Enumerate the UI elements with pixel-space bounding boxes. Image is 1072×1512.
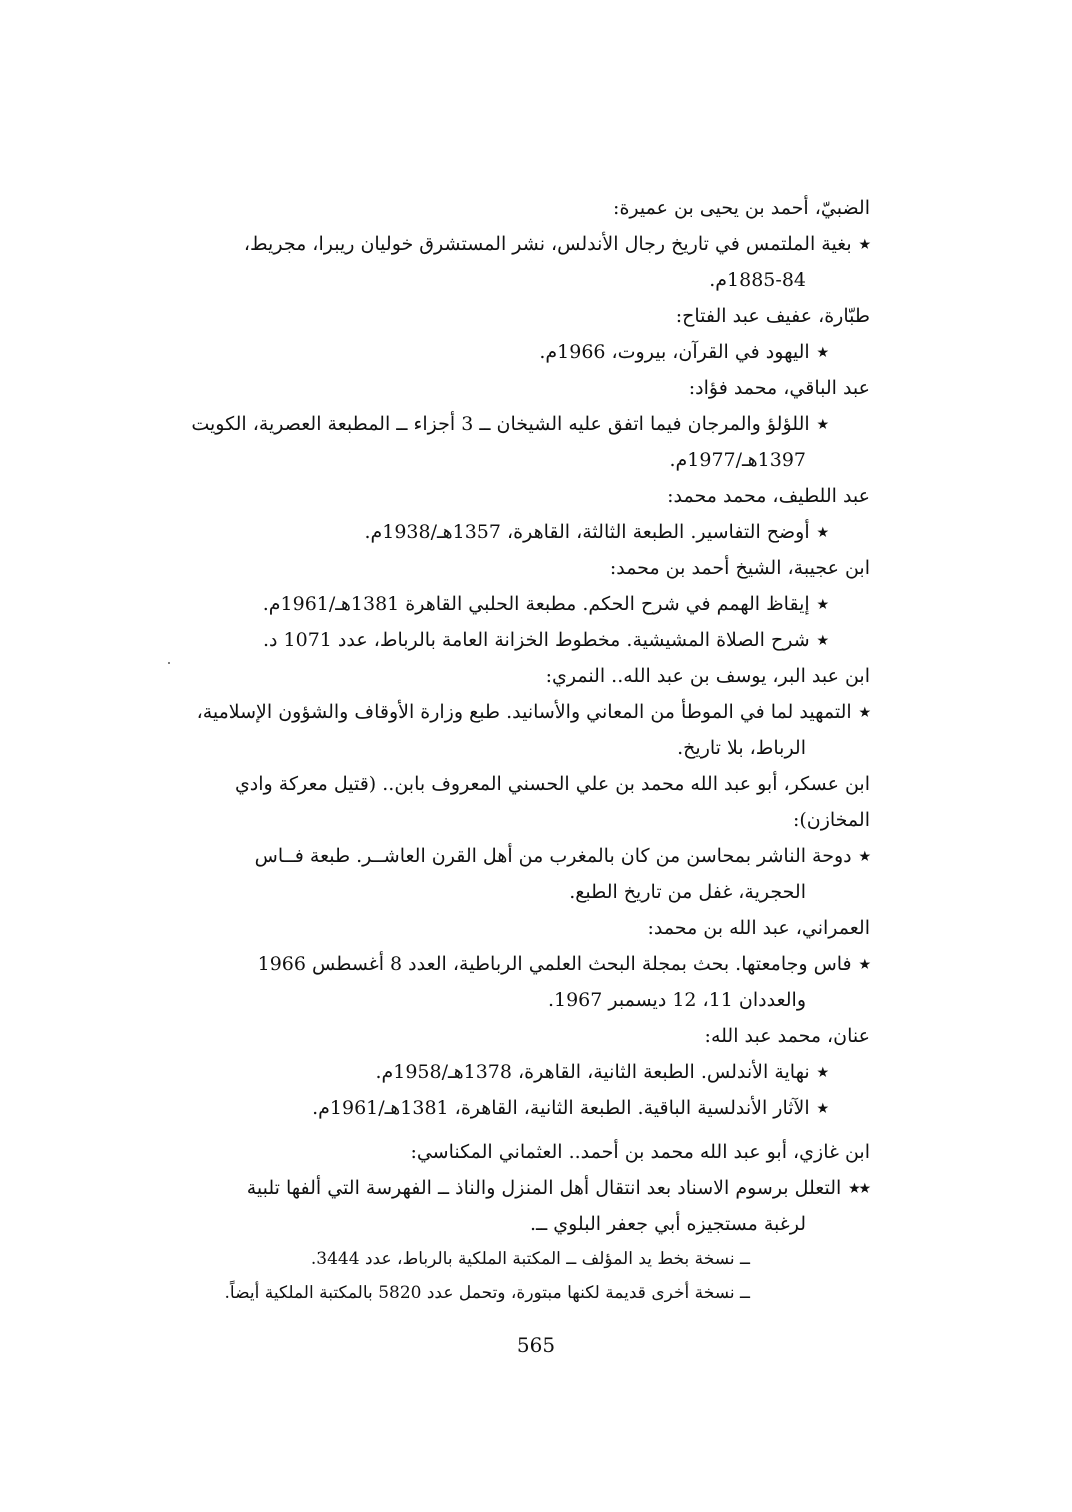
bullet-star-icon: ٭ [817, 1061, 828, 1083]
bibliography-item [165, 586, 828, 622]
item-continuation: لرغبة مستجيزه أبي جعفر البلوي ــ. [530, 1213, 806, 1235]
bullet-star-icon: ٭ [817, 593, 828, 615]
entry-author-heading: ابن عسكر، أبو عبد الله محمد بن علي الحسني المعروف بابن.. (قتيل معركة وادي المخازن): [234, 773, 870, 831]
item-text: نهاية الأندلس. الطبعة الثانية، القاهرة، 1378هـ/1958م. [375, 1061, 810, 1083]
item-continuation: 1885-84م. [709, 269, 806, 291]
entry-author-heading: ابن عجيبة، الشيخ أحمد بن محمد: [609, 557, 870, 579]
item-continuation: الحجرية، غفل من تاريخ الطبع. [569, 881, 806, 903]
entry-author-heading: العمراني، عبد الله بن محمد: [647, 917, 870, 939]
bullet-star-icon: ٭ [817, 1097, 828, 1119]
bibliography-item [165, 406, 828, 478]
entry-author-heading: ابن غازي، أبو عبد الله محمد بن أحمد.. العثماني المكناسي: [410, 1141, 870, 1163]
manuscript-note: ــ نسخة بخط يد المؤلف ــ المكتبة الملكية بالرباط، عدد 3444. [310, 1249, 750, 1269]
bibliography-item [165, 514, 828, 550]
item-continuation: والعددان 11، 12 ديسمبر 1967. [547, 989, 806, 1011]
bullet-star-icon: ٭ [817, 341, 828, 363]
bibliography-item [165, 1170, 870, 1242]
item-continuation: الرباط، بلا تاريخ. [677, 737, 806, 759]
item-text: شرح الصلاة المشيشية. مخطوط الخزانة العامة بالرباط، عدد 1071 د. [262, 629, 810, 651]
bibliography-item [165, 1090, 828, 1126]
bullet-star-icon: ٭ [817, 413, 828, 435]
page-number: 565 [516, 1333, 556, 1357]
item-continuation: 1397هـ/1977م. [669, 449, 806, 471]
bibliography-item [165, 1054, 828, 1090]
item-text: أوضح التفاسير. الطبعة الثالثة، القاهرة، 1357هـ/1938م. [364, 521, 810, 543]
item-text: إيقاظ الهمم في شرح الحكم. مطبعة الحلبي القاهرة 1381هـ/1961م. [262, 593, 810, 615]
bibliography-item [165, 334, 828, 370]
item-text: التمهيد لما في الموطأ من المعاني والأسانيد. طبع وزارة الأوقاف والشؤون الإسلامية، [196, 701, 852, 723]
manuscript-note: ــ نسخة أخرى قديمة لكنها مبتورة، وتحمل عدد 5820 بالمكتبة الملكية أيضاً. [224, 1283, 750, 1303]
double-star-icon: ٭٭ [849, 1177, 870, 1199]
bibliography-item [165, 838, 870, 910]
item-text: الآثار الأندلسية الباقية. الطبعة الثانية، القاهرة، 1381هـ/1961م. [312, 1097, 810, 1119]
entry-author-heading: عبد اللطيف، محمد محمد: [667, 485, 870, 507]
bullet-star-icon: ٭ [817, 629, 828, 651]
bibliography-list [165, 190, 870, 1310]
scan-speck [168, 662, 170, 664]
entry-author-heading: عنان، محمد عبد الله: [704, 1025, 870, 1047]
bullet-star-icon: ٭ [859, 701, 870, 723]
bullet-star-icon: ٭ [859, 845, 870, 867]
bibliography-item [165, 694, 870, 766]
bullet-star-icon: ٭ [817, 521, 828, 543]
item-text: التعلل برسوم الاسناد بعد انتقال أهل المنزل والناذ ــ الفهرسة التي ألفها تلبية [246, 1177, 842, 1199]
entry-author-heading: طبّارة، عفيف عبد الفتاح: [675, 305, 870, 327]
bullet-star-icon: ٭ [859, 953, 870, 975]
entry-author-heading: الضبيّ، أحمد بن يحيى بن عميرة: [613, 197, 870, 219]
bibliography-item [165, 622, 828, 658]
item-text: فاس وجامعتها. بحث بمجلة البحث العلمي الرباطية، العدد 8 أغسطس 1966 [257, 953, 852, 975]
entry-author-heading: عبد الباقي، محمد فؤاد: [688, 377, 870, 399]
item-text: اللؤلؤ والمرجان فيما اتفق عليه الشيخان ــ 3 أجزاء ــ المطبعة العصرية، الكويت [191, 413, 810, 435]
entry-author-heading: ابن عبد البر، يوسف بن عبد الله.. النمري: [545, 665, 870, 687]
bibliography-item [165, 946, 870, 1018]
bullet-star-icon: ٭ [859, 233, 870, 255]
item-text: دوحة الناشر بمحاسن من كان بالمغرب من أهل القرن العاشــر. طبعة فــاس [254, 845, 852, 867]
item-text: اليهود في القرآن، بيروت، 1966م. [539, 341, 810, 363]
bibliography-item [165, 226, 870, 298]
item-text: بغية الملتمس في تاريخ رجال الأندلس، نشر المستشرق خوليان ريبرا، مجريط، [243, 233, 852, 255]
